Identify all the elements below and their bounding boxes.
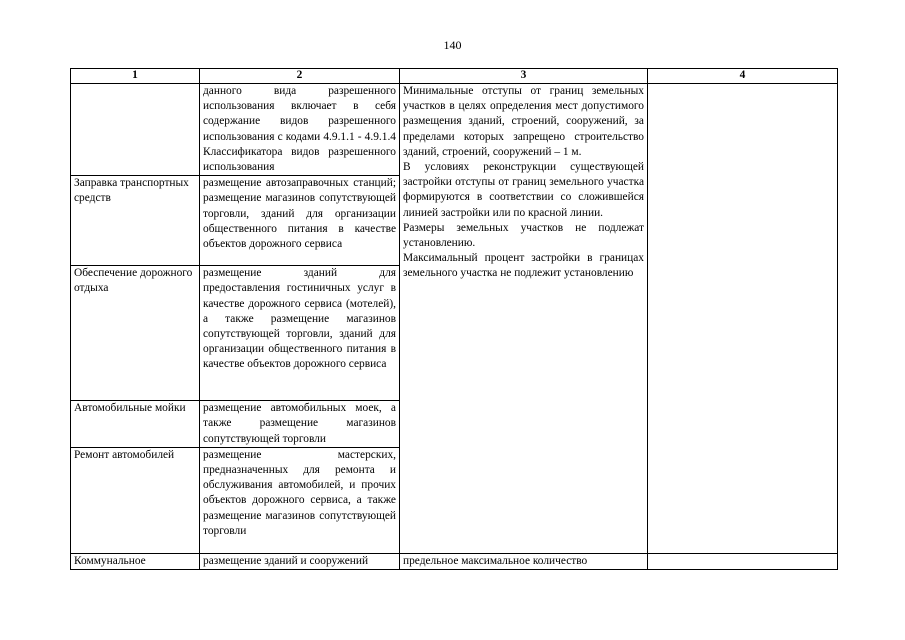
parameters-cell <box>400 84 648 554</box>
parameters-paragraph: Максимальный процент застройки в границах земельного участка не подлежит установлению <box>403 252 644 280</box>
regulations-table <box>70 68 838 570</box>
column-4-cell <box>648 553 838 569</box>
use-description-cell: размещение зданий и сооружений <box>200 553 400 569</box>
use-name-cell: Автомобильные мойки <box>71 401 200 448</box>
column-header-1: 1 <box>71 69 200 84</box>
parameters-cell: предельное максимальное количество <box>400 553 648 569</box>
use-name-cell: Обеспечение дорожного отдыха <box>71 266 200 401</box>
column-header-2: 2 <box>200 69 400 84</box>
use-description-cell: данного вида разрешенного использования включает в себя содержание видов разрешенного использования с кодами 4.9.1.1 - 4.9.1.4 Классификатора видов разрешенного использования <box>200 84 400 176</box>
use-description-cell: размещение автозаправочных станций; размещение магазинов сопутствующей торговли, зданий для организации общественного питания в качестве объектов дорожного сервиса <box>200 176 400 266</box>
use-description-cell: размещение зданий для предоставления гостиничных услуг в качестве дорожного сервиса (мотелей), а также размещение магазинов сопутствующей торговли, зданий для организации общественного питания в качестве объектов дорожного сервиса <box>200 266 400 401</box>
use-name-cell <box>71 84 200 176</box>
use-name-cell: Заправка транспортных средств <box>71 176 200 266</box>
use-description-cell: размещение мастерских, предназначенных для ремонта и обслуживания автомобилей, и прочих объектов дорожного сервиса, а также размещение магазинов сопутствующей торговли <box>200 447 400 553</box>
column-header-3: 3 <box>400 69 648 84</box>
column-4-cell <box>648 84 838 554</box>
parameters-paragraph: Размеры земельных участков не подлежат установлению. <box>403 221 644 250</box>
table-row <box>71 553 838 569</box>
parameters-paragraph: В условиях реконструкции существующей застройки отступы от границ земельного участка формируются в соответствии со сложившейся линией застройки или по красной линии. <box>403 161 644 219</box>
parameters-paragraph: Минимальные отступы от границ земельных участков в целях определения мест допустимого размещения зданий, строений, сооружений, за пределами которых запрещено строительство зданий, строений, сооружений – 1 м. <box>403 85 644 158</box>
table-header-row <box>71 69 838 84</box>
use-name-cell: Ремонт автомобилей <box>71 447 200 553</box>
column-header-4: 4 <box>648 69 838 84</box>
page-number: 140 <box>443 38 462 52</box>
use-description-cell: размещение автомобильных моек, а также размещение магазинов сопутствующей торговли <box>200 401 400 448</box>
use-name-cell: Коммунальное <box>71 553 200 569</box>
table-row <box>71 84 838 176</box>
